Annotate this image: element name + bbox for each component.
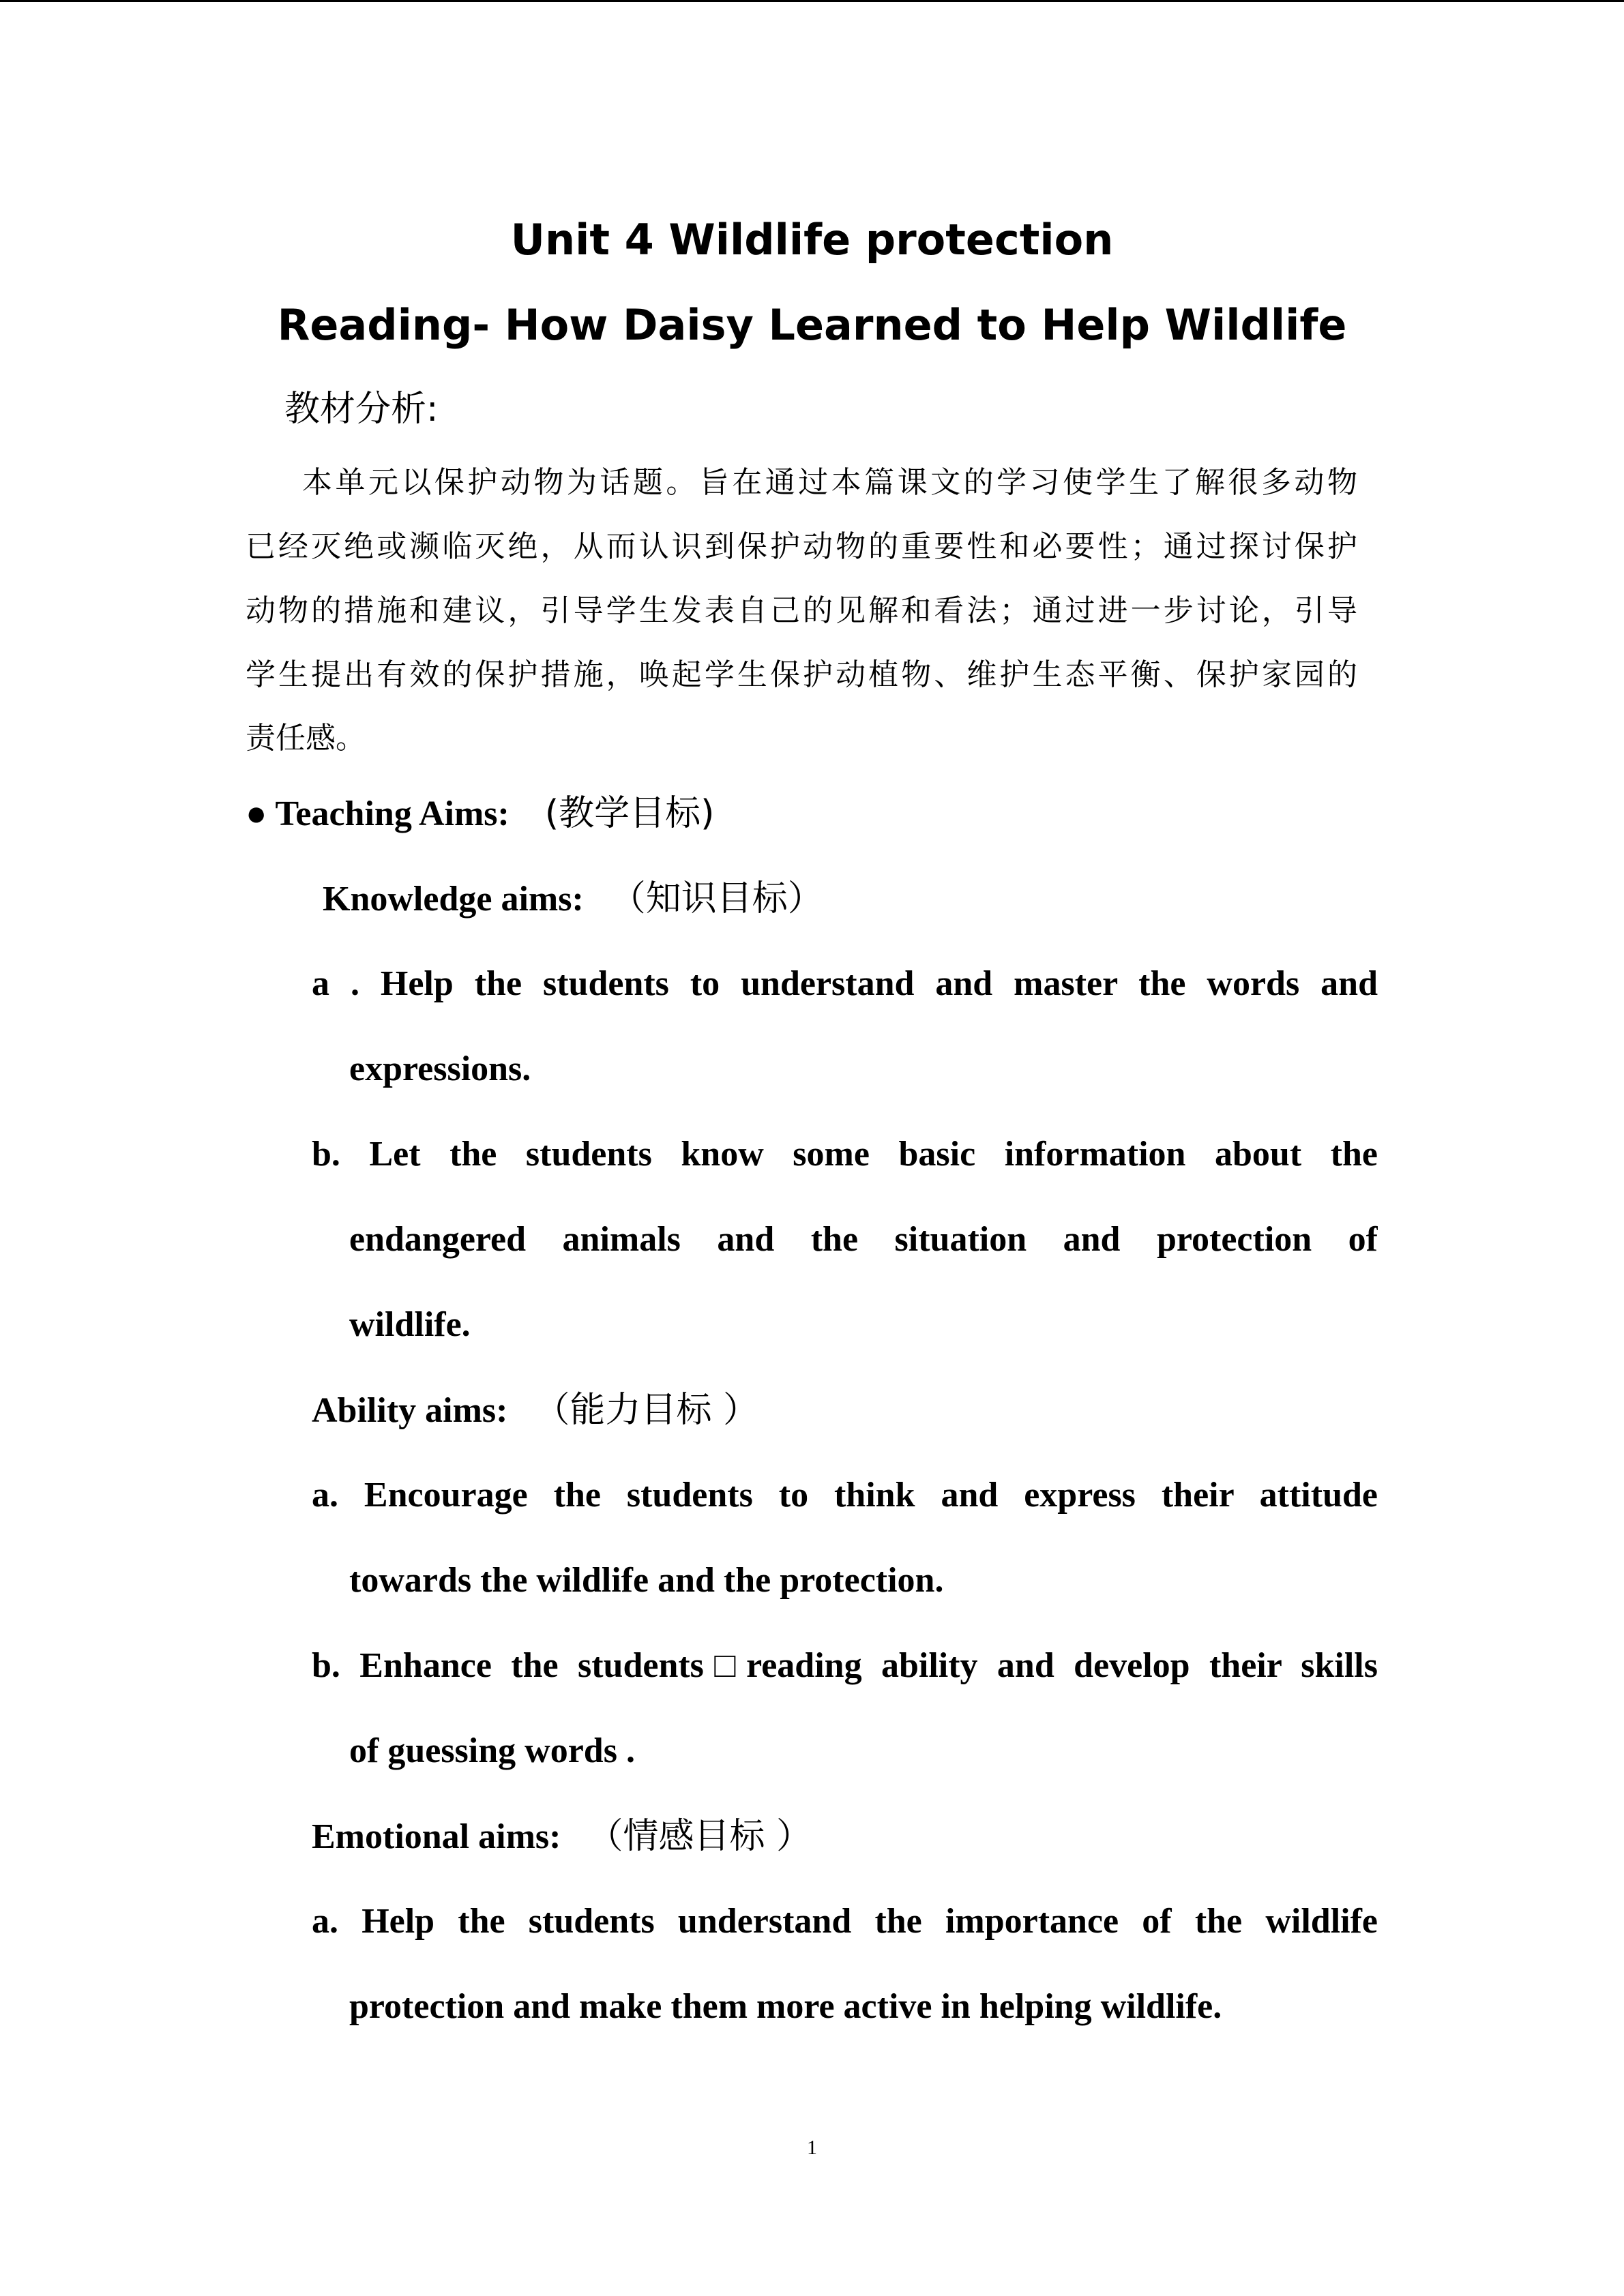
knowledge-aim-line: wildlife. [349, 1305, 471, 1344]
ability-aims-heading-cn: （能力目标 ） [534, 1390, 758, 1431]
document-subtitle: Reading- How Daisy Learned to Help Wildlife [277, 300, 1347, 350]
knowledge-aim-line: b. Let the students know some basic information about the [312, 1135, 1378, 1174]
ability-aims-heading [312, 1386, 758, 1434]
ability-aim-line: b. Enhance the students□reading ability and develop their skills [312, 1646, 1378, 1685]
knowledge-aim-line: endangered animals and the situation and protection of [349, 1220, 1378, 1259]
page-top-border [0, 0, 1624, 2]
knowledge-aim-line: a . Help the students to understand and master the words and [312, 964, 1378, 1003]
analysis-line: 本单元以保护动物为话题。旨在通过本篇课文的学习使学生了解很多动物 [302, 465, 1357, 500]
emotional-aims-heading-text: Emotional aims: [312, 1817, 561, 1856]
knowledge-aims-heading [323, 875, 823, 923]
ability-aims-heading-text: Ability aims: [312, 1391, 508, 1430]
analysis-line: 学生提出有效的保护措施，唤起学生保护动植物、维护生态平衡、保护家园的 [246, 657, 1357, 692]
emotional-aims-heading [312, 1813, 812, 1860]
knowledge-aim-line: expressions. [349, 1049, 531, 1088]
ability-aim-line: towards the wildlife and the protection. [349, 1561, 944, 1600]
knowledge-aims-heading-cn: （知识目标） [610, 878, 823, 919]
ability-aim-line: of guessing words . [349, 1731, 635, 1770]
emotional-aims-heading-cn: （情感目标 ） [587, 1816, 812, 1857]
analysis-heading: 教材分析: [284, 389, 439, 430]
emotional-aim-line: a. Help the students understand the importance of the wildlife [312, 1902, 1378, 1941]
emotional-aim-line: protection and make them more active in helping wildlife. [349, 1987, 1222, 2026]
document-title: Unit 4 Wildlife protection [510, 215, 1114, 265]
analysis-line: 动物的措施和建议，引导学生发表自己的见解和看法；通过进一步讨论，引导 [246, 593, 1357, 628]
analysis-line: 责任感。 [246, 721, 366, 756]
knowledge-aims-heading-text: Knowledge aims: [323, 880, 584, 919]
analysis-line: 已经灭绝或濒临灭绝，从而认识到保护动物的重要性和必要性；通过探讨保护 [246, 529, 1357, 564]
ability-aim-line: a. Encourage the students to think and express their attitude [312, 1476, 1378, 1515]
teaching-aims-heading-text: ● Teaching Aims: [246, 794, 510, 833]
teaching-aims-heading [246, 790, 714, 837]
page-number: 1 [807, 2136, 817, 2159]
teaching-aims-heading-cn: (教学目标) [544, 793, 715, 834]
